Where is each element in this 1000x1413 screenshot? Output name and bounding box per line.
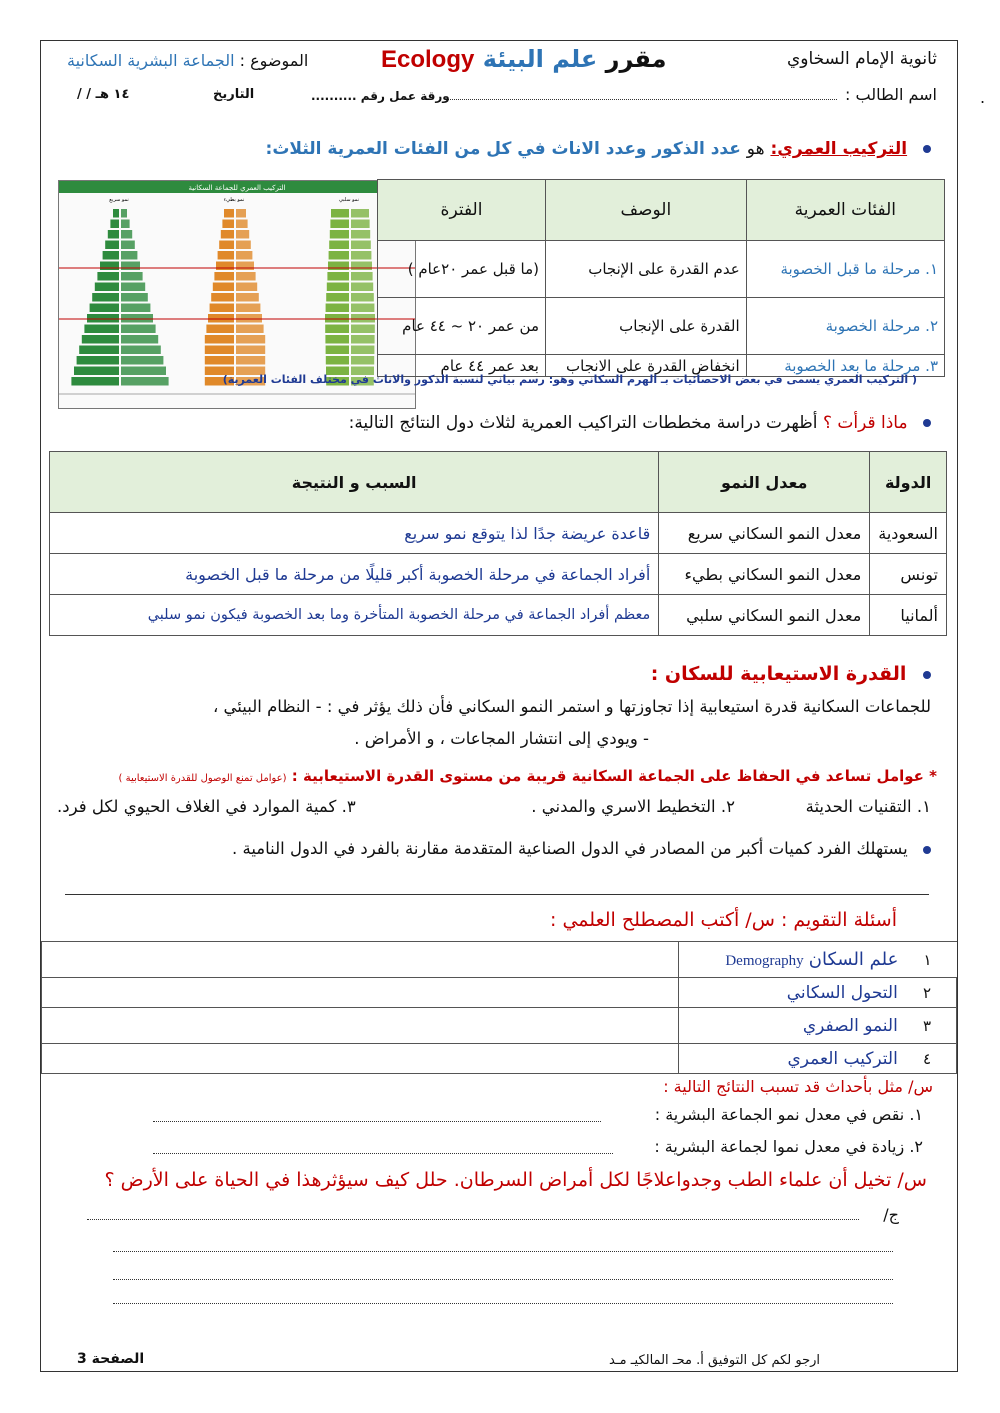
student-name-label: اسم الطالب : bbox=[845, 85, 937, 104]
question-2: س/ مثل بأحداث قد تسبب النتائج التالية : bbox=[663, 1077, 933, 1096]
country-1: السعودية bbox=[870, 513, 947, 554]
footer-wishes: ارجو لكم كل التوفيق أ. محـ المالكيـ مـد bbox=[609, 1353, 821, 1368]
age-categories-table bbox=[377, 179, 945, 377]
term-1-answer[interactable]: Demography bbox=[725, 953, 804, 969]
term-4-cell bbox=[678, 1044, 957, 1074]
answer-line-2-2[interactable] bbox=[153, 1153, 613, 1154]
reason-1: قاعدة عريضة جدًا لذا يتوقع نمو سريع bbox=[50, 513, 659, 554]
term-3-cell bbox=[678, 1008, 957, 1044]
description-1: عدم القدرة على الإنجاب bbox=[545, 241, 746, 298]
description-2: القدرة على الإنجاب bbox=[545, 298, 746, 355]
term-1-blank[interactable] bbox=[42, 942, 679, 978]
date-value: / / ١٤ هـ bbox=[77, 87, 130, 102]
term-2-answer[interactable] bbox=[42, 978, 679, 1008]
section-divider bbox=[65, 894, 929, 895]
carrying-capacity-line2: - ويودي إلى انتشار المجاعات ، و الأمراض . bbox=[354, 729, 649, 748]
term-4-answer[interactable] bbox=[42, 1044, 679, 1074]
question-3: س/ تخيل أن علماء الطب وجدواعلاجًا لكل أمراض السرطان. حلل كيف سيؤثرهذا في الحياة على الأرض ؟ bbox=[104, 1169, 927, 1191]
terms-table bbox=[41, 941, 957, 1074]
term-1: علم السكان bbox=[808, 949, 899, 970]
bullet-icon bbox=[923, 846, 931, 854]
consumption-note: يستهلك الفرد كميات أكبر من المصادر في الدول الصناعية المتقدمة مقارنة بالفرد في الدول النامية . bbox=[232, 839, 931, 858]
factors-title: * عوامل تساعد في الحفاظ على الجماعة السكانية قريبة من مستوى القدرة الاستيعابية : (عوامل تمنع الوصول للقدرة الاستيعابية ) bbox=[118, 767, 937, 785]
answer-line-3-2[interactable] bbox=[113, 1251, 893, 1252]
evaluation-title: أسئلة التقويم : س/ أكتب المصطلح العلمي : bbox=[550, 909, 897, 931]
th-period: الفترة bbox=[378, 180, 546, 241]
carrying-capacity-title: القدرة الاستيعابية للسكان : bbox=[651, 663, 931, 685]
rate-2: معدل النمو السكاني بطيء bbox=[659, 554, 870, 595]
category-3: ٣. مرحلة ما بعد الخصوبة bbox=[746, 355, 944, 377]
bullet-icon bbox=[923, 419, 931, 427]
term-2-number: ٢ bbox=[922, 983, 931, 1002]
th-country: الدولة bbox=[870, 452, 947, 513]
term-3: النمو الصفري bbox=[802, 1015, 898, 1036]
caption-3: نمو سلبي bbox=[339, 197, 359, 203]
country-2: تونس bbox=[870, 554, 947, 595]
description-3: انخفاض القدرة على الانجاب bbox=[545, 355, 746, 377]
th-rate: معدل النمو bbox=[659, 452, 870, 513]
margin-dot: . bbox=[980, 88, 986, 107]
date-label: التاريخ bbox=[213, 87, 255, 102]
school-name: ثانوية الإمام السخاوي bbox=[786, 49, 937, 69]
period-3: بعد عمر ٤٤ عام bbox=[378, 355, 546, 377]
caption-1: نمو سريع bbox=[109, 197, 129, 203]
rate-3: معدل النمو السكاني سلبي bbox=[659, 595, 870, 636]
answer-line-3-4[interactable] bbox=[113, 1303, 893, 1304]
term-1-cell bbox=[678, 942, 957, 978]
age-structure-definition: التركيب العمري: هو عدد الذكور وعدد الاناث في كل من الفئات العمرية الثلاث: bbox=[266, 139, 931, 159]
answer-line-3-3[interactable] bbox=[113, 1279, 893, 1280]
th-categories: الفئات العمرية bbox=[746, 180, 944, 241]
term-3-answer[interactable] bbox=[42, 1008, 679, 1044]
term-2-cell bbox=[678, 978, 957, 1008]
student-name-field[interactable] bbox=[447, 99, 837, 100]
th-reason: السبب و النتيجة bbox=[50, 452, 659, 513]
answer-line-3-1[interactable] bbox=[87, 1219, 859, 1220]
answer-line-2-1[interactable] bbox=[153, 1121, 601, 1122]
factor-2: ٢. التخطيط الاسري والمدني . bbox=[531, 797, 735, 816]
worksheet-page bbox=[40, 40, 958, 1372]
course-title: مقرر علم البيئة Ecology bbox=[381, 45, 667, 73]
answer-label: ج/ bbox=[883, 1205, 899, 1224]
bullet-icon bbox=[923, 671, 931, 679]
country-3: ألمانيا bbox=[870, 595, 947, 636]
carrying-capacity-line1: للجماعات السكانية قدرة استيعابية إذا تجاوزتها و استمر النمو السكاني فأن ذلك يؤثر في : - النظام البيئي ، bbox=[212, 697, 931, 716]
what-read-line: ماذا قرأت ؟ أظهرت دراسة مخططات التراكيب العمرية لثلاث دول النتائج التالية: bbox=[349, 413, 931, 433]
term-4-number: ٤ bbox=[922, 1049, 931, 1068]
factor-1: ١. التقنيات الحديثة bbox=[805, 797, 931, 816]
period-1: (ما قبل عمر ٢٠عام ) bbox=[378, 241, 546, 298]
chart-title: التركيب العمري للجماعة السكانية bbox=[188, 184, 286, 192]
bullet-icon bbox=[923, 145, 931, 153]
question-2-item-2: ٢. زيادة في معدل نموا لجماعة البشرية : bbox=[654, 1137, 923, 1156]
worksheet-number: ورقة عمل رقم .......... bbox=[311, 89, 450, 103]
countries-table bbox=[49, 451, 947, 636]
period-2: من عمر ٢٠ ~ ٤٤ عام bbox=[378, 298, 546, 355]
reason-2: أفراد الجماعة في مرحلة الخصوبة أكبر قليلًا من مرحلة ما قبل الخصوبة bbox=[50, 554, 659, 595]
term-3-number: ٣ bbox=[922, 1016, 931, 1035]
category-2: ٢. مرحلة الخصوبة bbox=[746, 298, 944, 355]
caption-2: نمو بطيء bbox=[223, 197, 245, 203]
term-2: التحول السكاني bbox=[786, 982, 898, 1003]
th-description: الوصف bbox=[545, 180, 746, 241]
term-1-number: ١ bbox=[923, 951, 932, 969]
age-structure-note: ( التركيب العمري يسمى في بعض الاحصائيات بـ الهرم السكاني وهو: رسم بياني لنسبة الذكور والاناث في مختلف الفئات العمرية) bbox=[222, 373, 917, 386]
rate-1: معدل النمو السكاني سريع bbox=[659, 513, 870, 554]
topic: الموضوع : الجماعة البشرية السكانية bbox=[67, 51, 309, 70]
category-1: ١. مرحلة ما قبل الخصوبة bbox=[746, 241, 944, 298]
page-number: الصفحة 3 bbox=[77, 1351, 145, 1367]
reason-3: معظم أفراد الجماعة في مرحلة الخصوبة المتأخرة وما بعد الخصوبة فيكون نمو سلبي bbox=[50, 595, 659, 636]
term-4: التركيب العمري bbox=[787, 1048, 898, 1069]
question-2-item-1: ١. نقص في معدل نمو الجماعة البشرية : bbox=[654, 1105, 923, 1124]
factor-3: ٣. كمية الموارد في الغلاف الحيوي لكل فرد. bbox=[57, 797, 356, 816]
